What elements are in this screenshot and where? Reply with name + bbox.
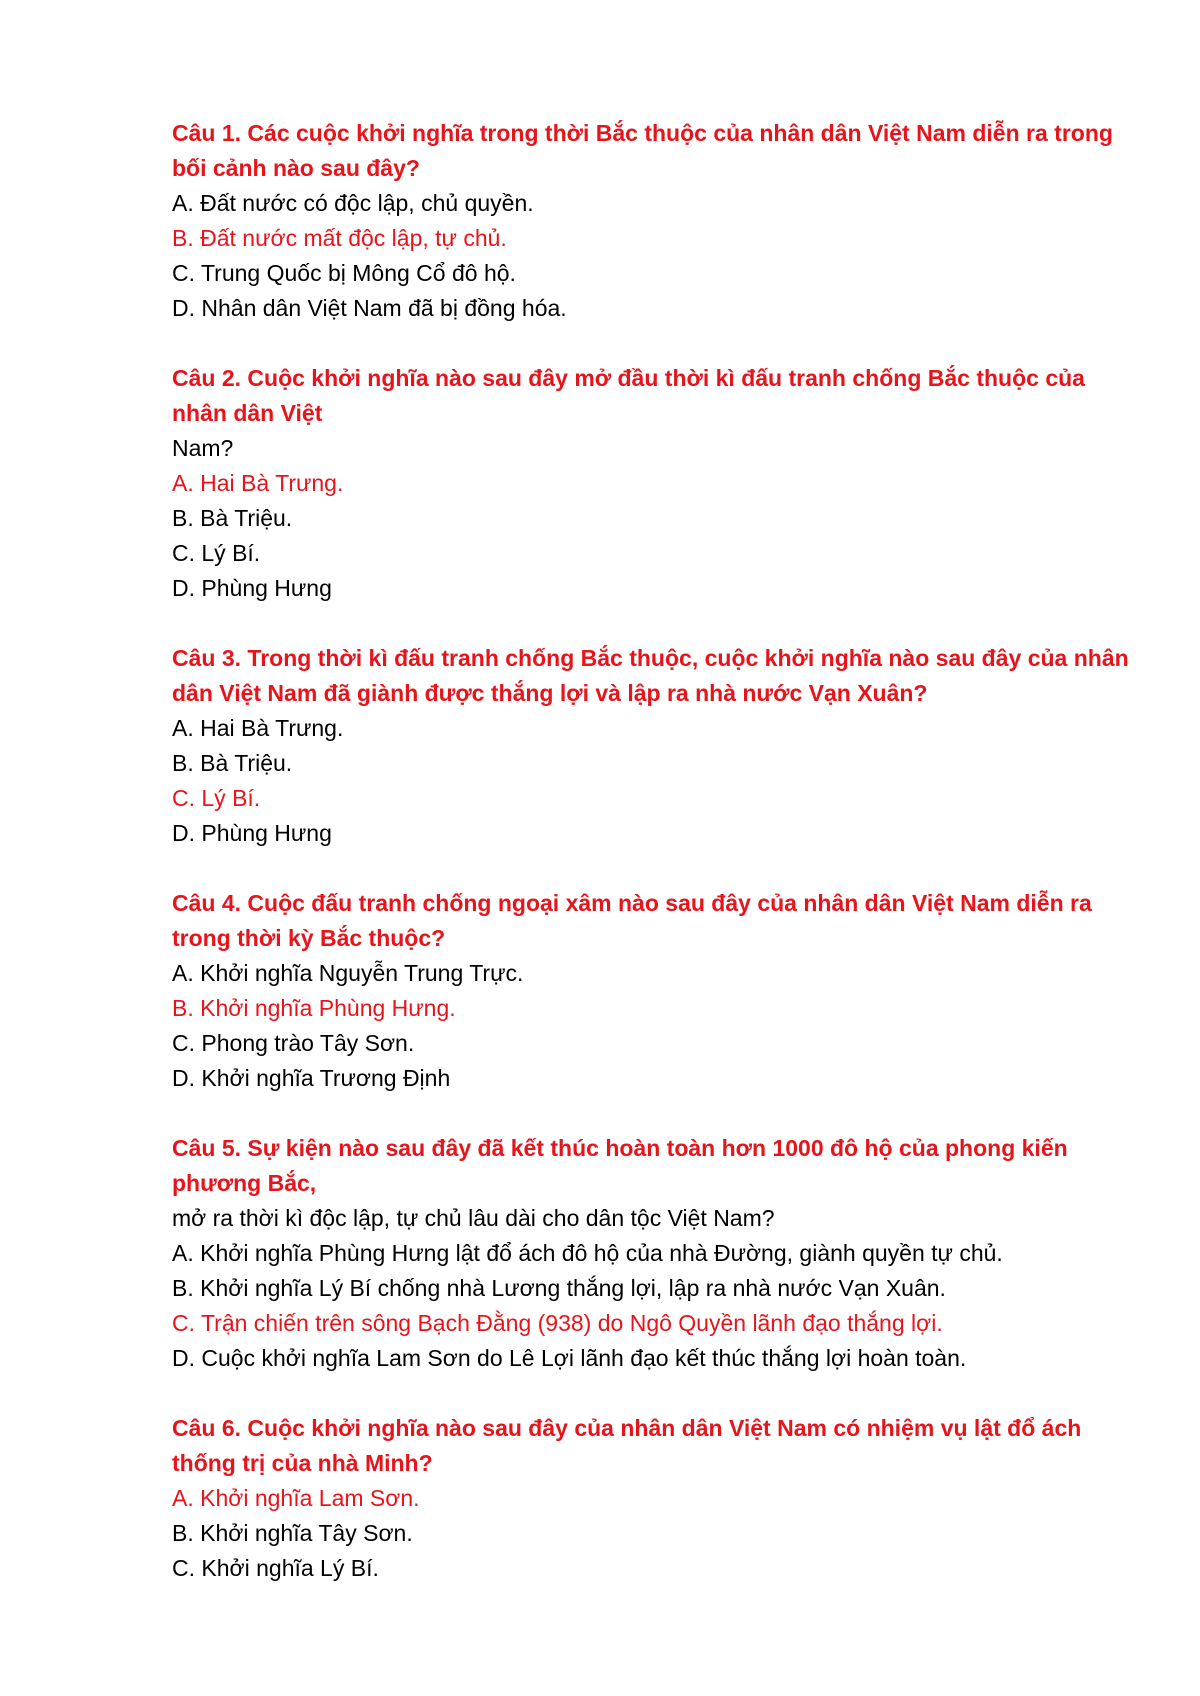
question-text: Câu 2. Cuộc khởi nghĩa nào sau đây mở đầu thời kì đấu tranh chống Bắc thuộc của nhân dân Việt	[172, 365, 1085, 426]
question-text: Câu 1. Các cuộc khởi nghĩa trong thời Bắc thuộc của nhân dân Việt Nam diễn ra trong bối cảnh nào sau đây?	[172, 120, 1113, 181]
option-d: D. Phùng Hưng	[172, 820, 332, 846]
option-a: A. Khởi nghĩa Phùng Hưng lật đổ ách đô hộ của nhà Đường, giành quyền tự chủ.	[172, 1240, 1003, 1266]
question-continuation: Nam?	[172, 435, 234, 461]
option-d: D. Phùng Hưng	[172, 575, 332, 601]
option-c: C. Phong trào Tây Sơn.	[172, 1030, 415, 1056]
option-b: B. Bà Triệu.	[172, 505, 293, 531]
option-c-correct: C. Trận chiến trên sông Bạch Đằng (938) do Ngô Quyền lãnh đạo thắng lợi.	[172, 1310, 943, 1336]
question-4	[172, 886, 1132, 1096]
option-a-correct: A. Khởi nghĩa Lam Sơn.	[172, 1485, 420, 1511]
option-a-correct: A. Hai Bà Trưng.	[172, 470, 344, 496]
question-text: Câu 6. Cuộc khởi nghĩa nào sau đây của nhân dân Việt Nam có nhiệm vụ lật đổ ách thống trị của nhà Minh?	[172, 1415, 1082, 1476]
option-c: C. Lý Bí.	[172, 540, 261, 566]
option-d: D. Cuộc khởi nghĩa Lam Sơn do Lê Lợi lãnh đạo kết thúc thắng lợi hoàn toàn.	[172, 1345, 967, 1371]
option-c-correct: C. Lý Bí.	[172, 785, 261, 811]
question-1	[172, 116, 1132, 326]
option-c: C. Trung Quốc bị Mông Cổ đô hộ.	[172, 260, 516, 286]
question-2	[172, 361, 1132, 606]
option-b: B. Khởi nghĩa Lý Bí chống nhà Lương thắng lợi, lập ra nhà nước Vạn Xuân.	[172, 1275, 946, 1301]
option-b: B. Bà Triệu.	[172, 750, 293, 776]
question-6	[172, 1411, 1132, 1586]
question-5	[172, 1131, 1132, 1376]
option-a: A. Đất nước có độc lập, chủ quyền.	[172, 190, 534, 216]
question-text: Câu 3. Trong thời kì đấu tranh chống Bắc thuộc, cuộc khởi nghĩa nào sau đây của nhân dân Việt Nam đã giành được thắng lợi và lập ra nhà nước Vạn Xuân?	[172, 645, 1129, 706]
option-a: A. Hai Bà Trưng.	[172, 715, 344, 741]
question-text: Câu 4. Cuộc đấu tranh chống ngoại xâm nào sau đây của nhân dân Việt Nam diễn ra trong thời kỳ Bắc thuộc?	[172, 890, 1092, 951]
option-c: C. Khởi nghĩa Lý Bí.	[172, 1555, 379, 1581]
question-text: Câu 5. Sự kiện nào sau đây đã kết thúc hoàn toàn hơn 1000 đô hộ của phong kiến phương Bắc,	[172, 1135, 1068, 1196]
option-b-correct: B. Khởi nghĩa Phùng Hưng.	[172, 995, 456, 1021]
question-3	[172, 641, 1132, 851]
option-b: B. Khởi nghĩa Tây Sơn.	[172, 1520, 413, 1546]
option-d: D. Khởi nghĩa Trương Định	[172, 1065, 451, 1091]
document-page	[172, 116, 1132, 1621]
option-b-correct: B. Đất nước mất độc lập, tự chủ.	[172, 225, 507, 251]
option-a: A. Khởi nghĩa Nguyễn Trung Trực.	[172, 960, 524, 986]
question-continuation: mở ra thời kì độc lập, tự chủ lâu dài cho dân tộc Việt Nam?	[172, 1205, 775, 1231]
option-d: D. Nhân dân Việt Nam đã bị đồng hóa.	[172, 295, 567, 321]
